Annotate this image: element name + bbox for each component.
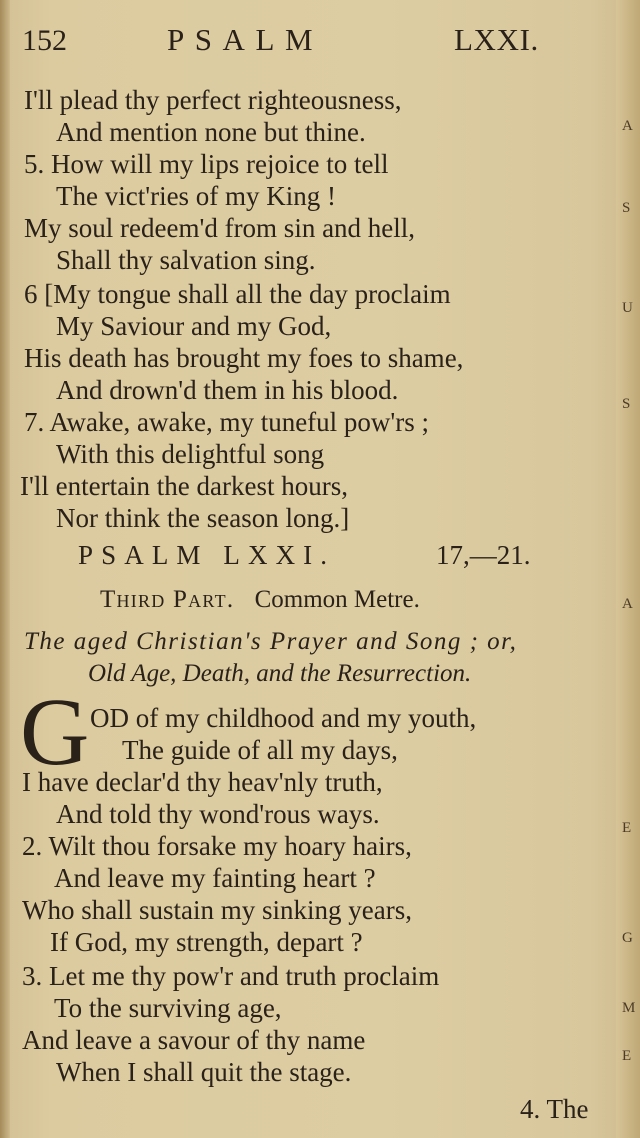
verse-line: And leave a savour of thy name xyxy=(22,1025,366,1055)
verse-line: To the surviving age, xyxy=(54,993,282,1023)
verse-line: His death has brought my foes to shame, xyxy=(24,343,464,373)
running-header xyxy=(22,18,610,58)
verse-line: And drown'd them in his blood. xyxy=(56,375,399,405)
margin-fragment: G xyxy=(622,930,633,946)
verse-line: Shall thy salvation sing. xyxy=(56,245,316,275)
metre-label: Common Metre. xyxy=(254,586,420,613)
catchword: 4. The xyxy=(520,1094,589,1124)
verse-line: 7. Awake, awake, my tuneful pow'rs ; xyxy=(24,407,430,437)
verse-line: I'll entertain the darkest hours, xyxy=(20,471,349,501)
verse-line: I have declar'd thy heav'nly truth, xyxy=(22,767,383,797)
verse-line: If God, my strength, depart ? xyxy=(50,927,363,957)
verse-line: My soul redeem'd from sin and hell, xyxy=(24,213,416,243)
part-heading xyxy=(100,586,420,614)
verse-line: The vict'ries of my King ! xyxy=(56,181,337,211)
verse-line: 6 [My tongue shall all the day proclaim xyxy=(24,279,451,309)
verse-line: With this delightful song xyxy=(56,439,325,469)
margin-fragment: A xyxy=(622,118,633,134)
section-title: PSALM LXXI. xyxy=(78,540,336,570)
page-binding-shadow xyxy=(0,0,10,1138)
margin-fragment: A xyxy=(622,596,633,612)
margin-fragment: M xyxy=(622,1000,636,1016)
header-numeral: LXXI. xyxy=(454,22,539,57)
margin-fragment: S xyxy=(622,396,631,412)
header-title: PSALM xyxy=(167,22,324,57)
verse-line: And leave my fainting heart ? xyxy=(54,863,376,893)
verse-line: 3. Let me thy pow'r and truth proclaim xyxy=(22,961,440,991)
verse-line: 2. Wilt thou forsake my hoary hairs, xyxy=(22,831,412,861)
margin-fragment: S xyxy=(622,200,631,216)
drop-cap: G xyxy=(20,678,90,785)
verse-line: I'll plead thy perfect righteousness, xyxy=(24,85,402,115)
verse-line: OD of my childhood and my youth, xyxy=(90,703,477,733)
verse-line: When I shall quit the stage. xyxy=(56,1057,352,1087)
part-label: Third Part. xyxy=(100,586,235,613)
verse-line: And told thy wond'rous ways. xyxy=(56,799,380,829)
verse-line: My Saviour and my God, xyxy=(56,311,332,341)
verse-line: 5. How will my lips rejoice to tell xyxy=(24,149,389,179)
margin-fragment: U xyxy=(622,300,633,316)
facing-page-edge xyxy=(616,0,640,1138)
verse-line: Who shall sustain my sinking years, xyxy=(22,895,412,925)
margin-fragment: E xyxy=(622,820,632,836)
verse-line: And mention none but thine. xyxy=(56,117,366,147)
verse-line: Nor think the season long.] xyxy=(56,503,350,533)
verse-line: The guide of all my days, xyxy=(122,735,398,765)
page-number: 152 xyxy=(22,24,67,57)
margin-fragment: E xyxy=(622,1048,632,1064)
subtitle-line: The aged Christian's Prayer and Song ; or, xyxy=(24,628,518,655)
subtitle-line: Old Age, Death, and the Resurrection. xyxy=(88,660,472,687)
verse-range: 17,—21. xyxy=(436,540,531,570)
